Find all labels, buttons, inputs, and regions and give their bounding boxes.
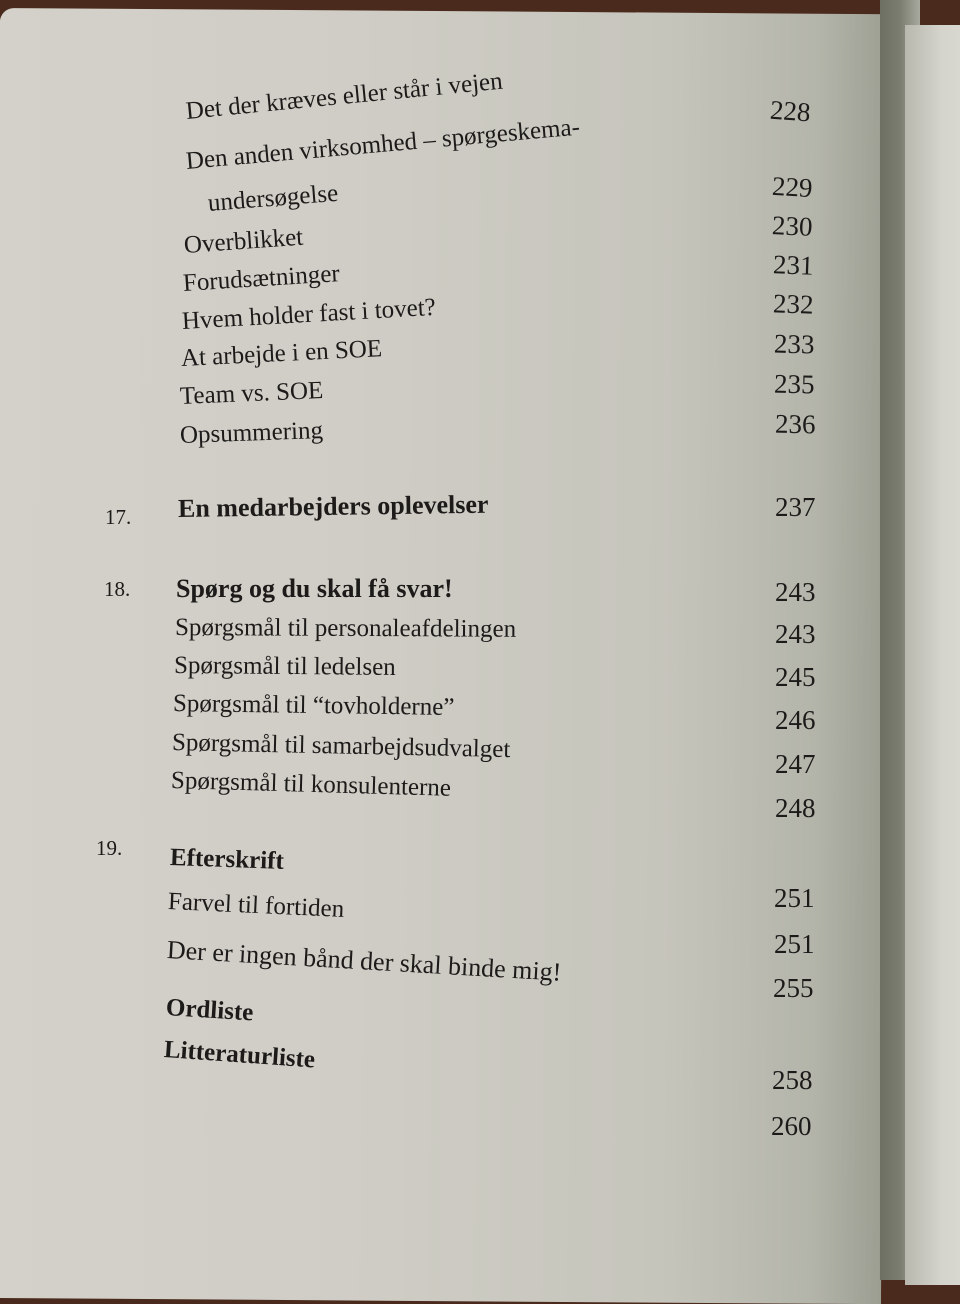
- back-matter-title: Ordliste: [165, 994, 255, 1027]
- toc-entry-title: undersøgelse: [206, 179, 340, 217]
- back-matter-title: Litteraturliste: [163, 1036, 316, 1074]
- toc-entry-page: 235: [773, 368, 815, 400]
- toc-entry-page: 245: [775, 662, 816, 692]
- toc-entry-title: Det der kræves eller står i vejen: [184, 67, 504, 125]
- toc-entry-title: Spørgsmål til samarbejdsudvalget: [171, 729, 511, 764]
- toc-entry-page: 255: [773, 973, 814, 1003]
- toc-entry-page: 230: [771, 210, 814, 242]
- toc-entry-title: Opsummering: [179, 417, 324, 449]
- toc-entry-page: 236: [774, 408, 816, 440]
- toc-entry-title: Farvel til fortiden: [167, 888, 345, 923]
- chapter-number: 17.: [105, 505, 132, 529]
- chapter-title: Efterskrift: [169, 844, 285, 875]
- chapter-title: Spørg og du skal få svar!: [176, 574, 453, 603]
- back-matter-page: 260: [771, 1111, 812, 1141]
- toc-entry-title: Der er ingen bånd der skal binde mig!: [166, 935, 563, 987]
- toc-entry-page: 247: [775, 749, 816, 779]
- toc-entry-page: 232: [772, 288, 814, 320]
- chapter-page: 237: [775, 492, 816, 522]
- toc-entry-page: 243: [775, 619, 816, 649]
- chapter-page: 251: [774, 883, 815, 913]
- toc-entry-title: At arbejde i en SOE: [180, 335, 383, 372]
- toc-entry-page: 246: [775, 705, 816, 735]
- toc-entry-title: Overblikket: [183, 223, 305, 259]
- back-matter-page: 258: [772, 1065, 813, 1095]
- toc-entry-title: Team vs. SOE: [179, 377, 324, 410]
- chapter-title: En medarbejders oplevelser: [177, 489, 489, 523]
- toc-entry-page: 229: [771, 170, 814, 204]
- toc-entry-title: Spørgsmål til ledelsen: [173, 652, 396, 681]
- toc-entry-title: Forudsætninger: [182, 260, 341, 297]
- toc-entry-title: Den anden virksomhed – spørgeskema-: [184, 113, 581, 175]
- toc-entry-title: Spørgsmål til personaleafdelingen: [174, 614, 517, 643]
- toc-entry-title: Hvem holder fast i tovet?: [181, 293, 437, 335]
- toc-entry-page: 248: [775, 793, 816, 823]
- toc-entry-title: Spørgsmål til konsulenterne: [170, 767, 452, 802]
- chapter-page: 243: [775, 577, 816, 607]
- toc-entry-title: Spørgsmål til “tovholderne”: [172, 690, 455, 721]
- chapter-number: 19.: [96, 836, 123, 860]
- toc-entry-page: 231: [772, 249, 815, 281]
- toc-entry-page: 228: [769, 94, 812, 128]
- toc-entry-page: 233: [773, 328, 815, 360]
- chapter-number: 18.: [104, 577, 131, 601]
- toc-entry-page: 251: [774, 929, 815, 959]
